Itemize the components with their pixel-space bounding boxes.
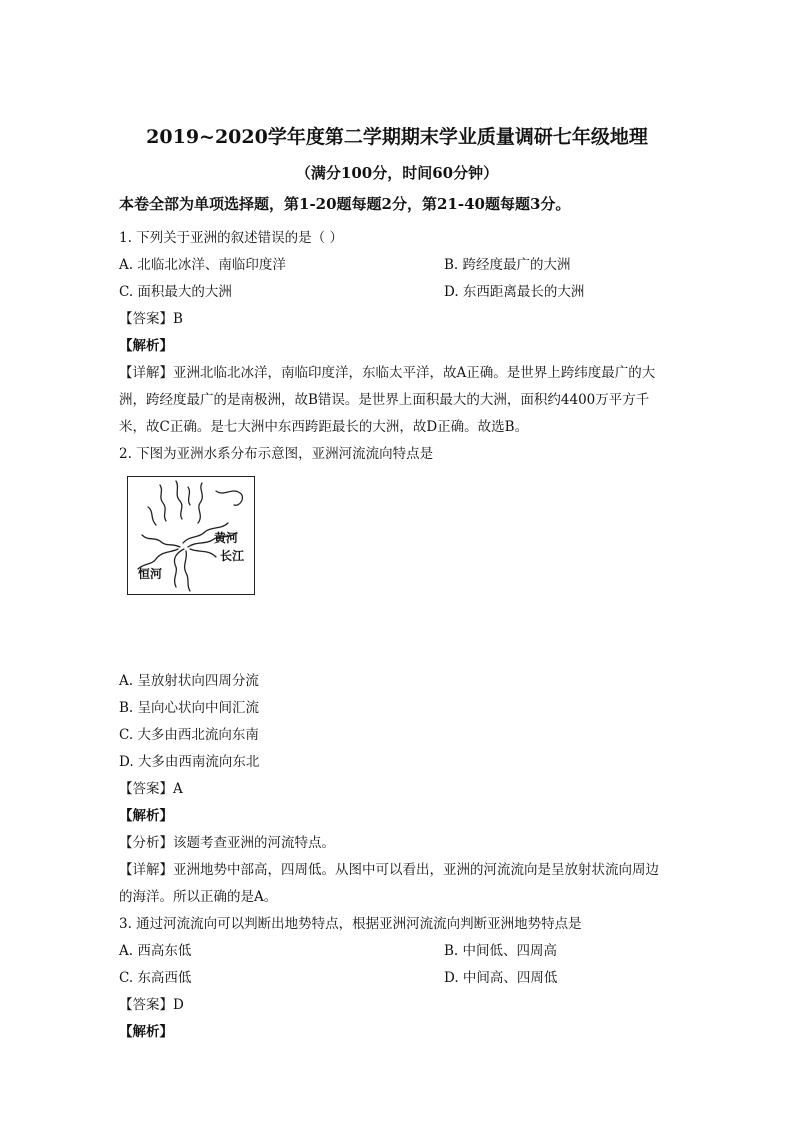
q1-detail-line: 洲，跨经度最广的是南极洲，故B错误。是世界上面积最大的大洲，面积约4400万平方千	[119, 392, 650, 408]
q2-stem: 2. 下图为亚洲水系分布示意图，亚洲河流流向特点是	[119, 446, 434, 462]
q1-option-d: D. 东西距离最长的大洲	[444, 284, 585, 300]
q1-option-c: C. 面积最大的大洲	[119, 284, 232, 300]
q2-option-c: C. 大多由西北流向东南	[119, 727, 259, 743]
exam-instructions: 本卷全部为单项选择题，第1-20题每题2分，第21-40题每题3分。	[119, 195, 571, 213]
document-subtitle: （满分100分，时间60分钟）	[295, 164, 499, 182]
q3-option-d: D. 中间高、四周低	[444, 970, 558, 986]
q3-option-a: A. 西高东低	[119, 943, 192, 959]
q2-option-a: A. 呈放射状向四周分流	[119, 673, 259, 689]
q1-option-a: A. 北临北冰洋、南临印度洋	[119, 257, 286, 273]
asia-river-map	[127, 476, 255, 595]
q3-option-b: B. 中间低、四周高	[444, 943, 558, 959]
q2-option-b: B. 呈向心状向中间汇流	[119, 700, 260, 716]
map-label-yellow-river: 黄河	[214, 531, 239, 545]
map-label-ganges: 恒河	[138, 567, 163, 581]
document-title: 2019~2020学年度第二学期期末学业质量调研七年级地理	[146, 126, 648, 148]
q2-fenxi: 【分析】该题考查亚洲的河流特点。	[119, 835, 335, 851]
q1-stem: 1. 下列关于亚洲的叙述错误的是（ ）	[119, 230, 343, 246]
q1-detail-line: 【详解】亚洲北临北冰洋，南临印度洋，东临太平洋，故A正确。是世界上跨纬度最广的大	[119, 365, 656, 381]
q2-detail-line: 【详解】亚洲地势中部高，四周低。从图中可以看出，亚洲的河流流向是呈放射状流向周边	[119, 862, 659, 878]
q1-analysis-heading: 【解析】	[119, 338, 173, 354]
q2-analysis-heading: 【解析】	[119, 808, 173, 824]
q3-option-c: C. 东高西低	[119, 970, 192, 986]
q2-option-d: D. 大多由西南流向东北	[119, 754, 260, 770]
q1-option-b: B. 跨经度最广的大洲	[444, 257, 571, 273]
q3-answer: 【答案】D	[119, 997, 184, 1013]
q1-detail-line: 米，故C正确。是七大洲中东西跨距最长的大洲，故D正确。故选B。	[119, 419, 529, 435]
q2-answer: 【答案】A	[119, 781, 183, 797]
q1-answer: 【答案】B	[119, 311, 183, 327]
map-label-yangtze: 长江	[220, 549, 245, 563]
q3-stem: 3. 通过河流流向可以判断出地势特点，根据亚洲河流流向判断亚洲地势特点是	[119, 916, 582, 932]
q3-analysis-heading: 【解析】	[119, 1024, 173, 1040]
q2-detail-line: 的海洋。所以正确的是A。	[119, 889, 278, 905]
